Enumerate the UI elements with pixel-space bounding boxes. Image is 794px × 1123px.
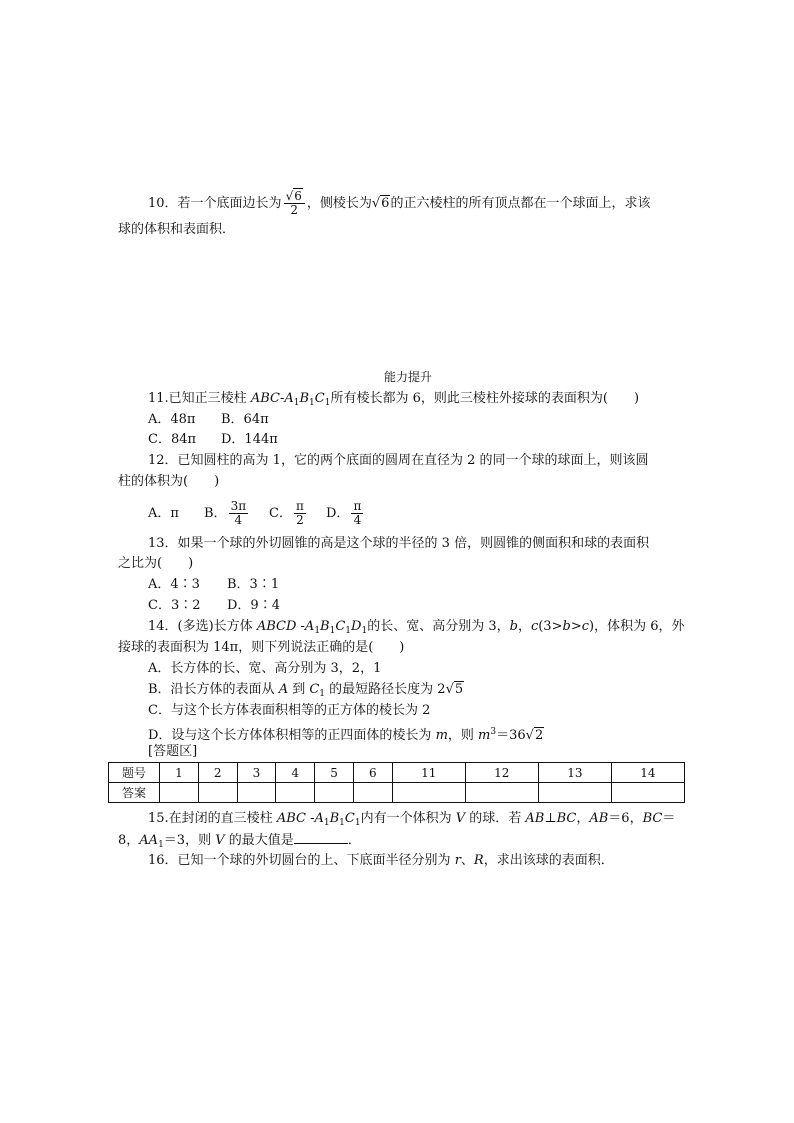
answer-number-cell: 12	[465, 763, 538, 783]
q10-text-part1: 若一个底面边长为	[177, 196, 282, 211]
question-15-line2: 8，$AA_1=3$，则 V 的最大值是 ．	[118, 833, 361, 850]
answer-input-cell[interactable]	[611, 783, 684, 803]
question-12-line2: 柱的体积为( )	[118, 474, 220, 489]
answer-number-cell: 2	[198, 763, 237, 783]
answer-input-cell[interactable]	[465, 783, 538, 803]
answer-number-cell: 1	[160, 763, 199, 783]
q14-option-a: A．长方体的长、宽、高分别为 3，2，1	[148, 661, 382, 676]
answer-number-cell: 4	[276, 763, 315, 783]
q12-option-a: A．π	[148, 506, 179, 521]
question-12-line1: 12．已知圆柱的高为 1，它的两个底面的圆周在直径为 2 的同一个球的球面上，则该圆	[148, 453, 649, 468]
q11-option-d: D．144π	[221, 432, 278, 447]
question-11-stem: 11.已知正三棱柱 ABC-$A_1B_1C_1$所有棱长都为 6，则此三棱柱外接球的表面积为( )	[148, 391, 640, 408]
q11-option-c: C．84π	[148, 432, 197, 447]
q12-options	[148, 500, 365, 528]
q10-frac-sqrt: √6	[285, 189, 302, 203]
q10-text-part2: ，侧棱长为	[306, 196, 372, 211]
answer-input-cell[interactable]	[315, 783, 354, 803]
answer-input-cell[interactable]	[160, 783, 199, 803]
answer-table-number-row	[109, 763, 685, 783]
q14-sqrt-5: √5	[445, 682, 464, 697]
q11-option-b: B．64π	[221, 412, 269, 427]
q13-option-a: A．4∶3	[148, 577, 200, 592]
answer-table-header-number: 题号	[109, 763, 160, 783]
question-16: 16．已知一个球的外切圆台的上、下底面半径分别为 r、R，求出该球的表面积．	[148, 853, 614, 868]
answer-input-cell[interactable]	[538, 783, 611, 803]
q15-answer-blank[interactable]	[294, 831, 348, 844]
q12-option-b: B． $\frac{3\pi}{4}$	[204, 499, 247, 527]
q14-sqrt-2: √2	[525, 728, 544, 743]
answer-number-cell: 14	[611, 763, 684, 783]
question-10-line1	[148, 190, 650, 217]
q11-option-a: A．48π	[148, 412, 196, 427]
answer-input-cell[interactable]	[276, 783, 315, 803]
q14-option-d: D．设与这个长方体体积相等的正四面体的棱长为 m，则 $m^3=36√2$	[148, 727, 544, 743]
answer-input-cell[interactable]	[198, 783, 237, 803]
q13-option-b: B．3∶1	[227, 577, 280, 592]
question-10-line2: 球的体积和表面积．	[118, 222, 236, 237]
answer-table-header-answer: 答案	[109, 783, 160, 803]
answer-area-label: [答题区]	[148, 744, 198, 759]
answer-table-answer-row	[109, 783, 685, 803]
answer-number-cell: 13	[538, 763, 611, 783]
q13-option-d: D．9∶4	[227, 598, 280, 613]
answer-input-cell[interactable]	[237, 783, 276, 803]
q12-option-d: D． $\frac{\pi}{4}$	[326, 499, 362, 527]
q14-option-b: B．沿长方体的表面从 A 到 $C_1$ 的最短路径长度为 2√5	[148, 682, 464, 699]
q14-option-c: C．与这个长方体表面积相等的正方体的棱长为 2	[148, 703, 431, 718]
q12-option-c: C． $\frac{\pi}{2}$	[269, 499, 304, 527]
q13-option-c: C．3∶2	[148, 598, 201, 613]
q10-text-part3: 的正六棱柱的所有顶点都在一个球面上，求该	[390, 196, 651, 211]
answer-input-cell[interactable]	[392, 783, 465, 803]
question-13-line1: 13．如果一个球的外切圆锥的高是这个球的半径的 3 倍，则圆锥的侧面积和球的表面积	[148, 536, 650, 551]
question-14-line1: 14．(多选)长方体 ABCD $-A_1B_1C_1D_1$的长、宽、高分别为 3，b，c(3>b>c)，体积为 6，外	[148, 619, 685, 636]
q10-fraction: $\frac{√6}{2}$	[284, 190, 305, 217]
question-13-line2: 之比为( )	[118, 556, 194, 571]
question-15-line1: 15.在封闭的直三棱柱 ABC $-A_1B_1C_1$内有一个体积为 V 的球．若 AB⊥BC，AB＝6，BC＝	[148, 811, 676, 828]
answer-number-cell: 3	[237, 763, 276, 783]
answer-number-cell: 6	[353, 763, 392, 783]
section-title: 能力提升	[384, 370, 433, 384]
answer-number-cell: 5	[315, 763, 354, 783]
answer-table	[108, 762, 685, 803]
answer-input-cell[interactable]	[353, 783, 392, 803]
question-14-line2: 接球的表面积为 14π，则下列说法正确的是( )	[118, 640, 405, 655]
q10-sqrt: √6	[371, 196, 390, 211]
answer-number-cell: 11	[392, 763, 465, 783]
q10-number: 10．	[148, 196, 178, 211]
